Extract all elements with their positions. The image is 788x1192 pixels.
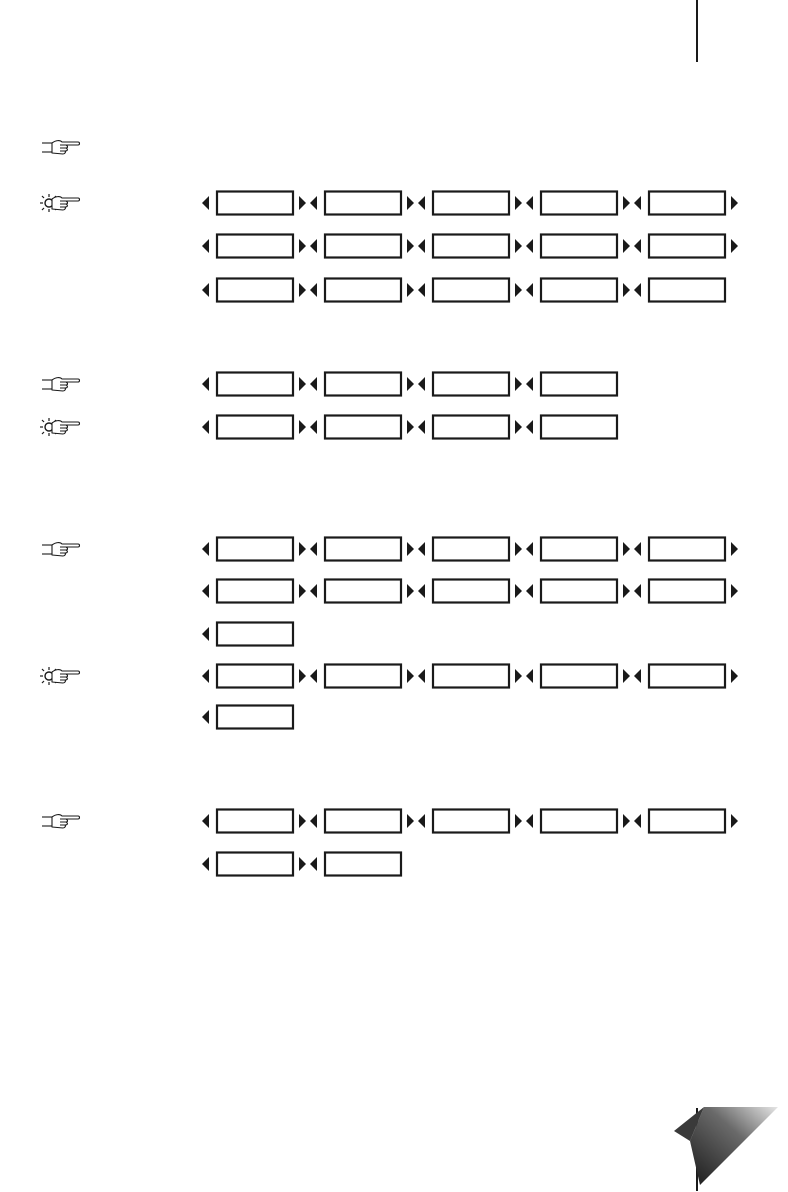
parameter-box[interactable] xyxy=(541,665,617,688)
parameter-row xyxy=(202,663,740,694)
arrow-right-icon[interactable] xyxy=(299,377,306,391)
parameter-row xyxy=(202,536,740,567)
parameter-box[interactable] xyxy=(433,580,509,603)
parameter-box[interactable] xyxy=(541,192,617,215)
arrow-left-icon[interactable] xyxy=(310,420,317,434)
arrow-right-icon[interactable] xyxy=(299,239,306,253)
arrow-left-icon[interactable] xyxy=(310,542,317,556)
arrow-left-icon[interactable] xyxy=(634,814,641,828)
arrow-left-icon[interactable] xyxy=(418,584,425,598)
arrow-right-icon[interactable] xyxy=(731,814,738,828)
parameter-box[interactable] xyxy=(217,373,293,396)
parameter-box[interactable] xyxy=(217,706,293,729)
arrow-left-icon[interactable] xyxy=(634,283,641,297)
arrow-right-icon[interactable] xyxy=(623,669,630,683)
pointing-hand-icon xyxy=(38,811,82,836)
arrow-right-icon[interactable] xyxy=(407,196,414,210)
parameter-box[interactable] xyxy=(217,853,293,876)
arrow-right-icon[interactable] xyxy=(407,239,414,253)
parameter-box[interactable] xyxy=(541,810,617,833)
parameter-box[interactable] xyxy=(217,665,293,688)
arrow-left-icon[interactable] xyxy=(202,377,209,391)
arrow-right-icon[interactable] xyxy=(299,196,306,210)
parameter-box[interactable] xyxy=(541,538,617,561)
arrow-left-icon[interactable] xyxy=(310,857,317,871)
pointing-hand-icon xyxy=(38,374,82,399)
arrow-left-icon[interactable] xyxy=(418,239,425,253)
arrow-left-icon[interactable] xyxy=(526,239,533,253)
arrow-left-icon[interactable] xyxy=(310,283,317,297)
parameter-box[interactable] xyxy=(217,623,293,646)
arrow-right-icon[interactable] xyxy=(731,196,738,210)
parameter-box[interactable] xyxy=(325,580,401,603)
arrow-left-icon[interactable] xyxy=(202,669,209,683)
arrow-left-icon[interactable] xyxy=(202,542,209,556)
arrow-left-icon[interactable] xyxy=(526,377,533,391)
arrow-left-icon[interactable] xyxy=(202,814,209,828)
arrow-right-icon[interactable] xyxy=(299,669,306,683)
arrow-right-icon[interactable] xyxy=(623,196,630,210)
arrow-right-icon[interactable] xyxy=(515,669,522,683)
arrow-left-icon[interactable] xyxy=(526,196,533,210)
parameter-box[interactable] xyxy=(325,538,401,561)
arrow-left-icon[interactable] xyxy=(418,377,425,391)
arrow-left-icon[interactable] xyxy=(310,377,317,391)
arrow-left-icon[interactable] xyxy=(634,669,641,683)
arrow-left-icon[interactable] xyxy=(202,710,209,724)
pointing-hand-icon xyxy=(38,137,82,162)
arrow-left-icon[interactable] xyxy=(634,239,641,253)
arrow-right-icon[interactable] xyxy=(407,420,414,434)
arrow-right-icon[interactable] xyxy=(623,584,630,598)
arrow-right-icon[interactable] xyxy=(623,542,630,556)
parameter-box[interactable] xyxy=(541,580,617,603)
arrow-right-icon[interactable] xyxy=(299,542,306,556)
parameter-box[interactable] xyxy=(541,373,617,396)
arrow-left-icon[interactable] xyxy=(202,627,209,641)
parameter-box[interactable] xyxy=(433,665,509,688)
parameter-box[interactable] xyxy=(649,810,725,833)
arrow-left-icon[interactable] xyxy=(634,196,641,210)
arrow-right-icon[interactable] xyxy=(407,814,414,828)
pointing-hand-icon xyxy=(38,539,82,564)
parameter-box[interactable] xyxy=(541,235,617,258)
parameter-box[interactable] xyxy=(433,235,509,258)
parameter-row xyxy=(202,621,296,652)
parameter-box[interactable] xyxy=(325,235,401,258)
parameter-row xyxy=(202,371,620,402)
parameter-box[interactable] xyxy=(649,192,725,215)
parameter-row xyxy=(202,190,740,221)
arrow-left-icon[interactable] xyxy=(202,283,209,297)
arrow-left-icon[interactable] xyxy=(310,239,317,253)
arrow-right-icon[interactable] xyxy=(515,283,522,297)
arrow-left-icon[interactable] xyxy=(202,239,209,253)
arrow-right-icon[interactable] xyxy=(299,857,306,871)
parameter-box[interactable] xyxy=(325,853,401,876)
arrow-left-icon[interactable] xyxy=(310,669,317,683)
parameter-row xyxy=(202,578,740,609)
arrow-left-icon[interactable] xyxy=(526,542,533,556)
arrow-left-icon[interactable] xyxy=(526,669,533,683)
parameter-box[interactable] xyxy=(433,373,509,396)
parameter-box[interactable] xyxy=(217,279,293,302)
arrow-right-icon[interactable] xyxy=(515,584,522,598)
arrow-right-icon[interactable] xyxy=(731,669,738,683)
lit-pointing-hand-icon xyxy=(38,417,82,442)
arrow-left-icon[interactable] xyxy=(202,584,209,598)
parameter-box[interactable] xyxy=(217,192,293,215)
arrow-right-icon[interactable] xyxy=(299,584,306,598)
page-edge-line-top xyxy=(696,0,698,62)
arrow-left-icon[interactable] xyxy=(418,542,425,556)
parameter-box[interactable] xyxy=(325,810,401,833)
parameter-box[interactable] xyxy=(217,416,293,439)
parameter-row xyxy=(202,851,404,882)
arrow-left-icon[interactable] xyxy=(526,420,533,434)
arrow-left-icon[interactable] xyxy=(202,857,209,871)
parameter-box[interactable] xyxy=(649,235,725,258)
arrow-right-icon[interactable] xyxy=(515,377,522,391)
arrow-right-icon[interactable] xyxy=(515,239,522,253)
page-curl-corner xyxy=(668,1105,780,1192)
parameter-box[interactable] xyxy=(433,810,509,833)
arrow-right-icon[interactable] xyxy=(299,283,306,297)
arrow-left-icon[interactable] xyxy=(310,814,317,828)
parameter-box[interactable] xyxy=(541,416,617,439)
parameter-box[interactable] xyxy=(649,279,725,302)
parameter-box[interactable] xyxy=(433,416,509,439)
parameter-box[interactable] xyxy=(649,538,725,561)
arrow-left-icon[interactable] xyxy=(418,420,425,434)
arrow-left-icon[interactable] xyxy=(202,420,209,434)
arrow-right-icon[interactable] xyxy=(407,283,414,297)
parameter-box[interactable] xyxy=(541,279,617,302)
arrow-right-icon[interactable] xyxy=(731,542,738,556)
arrow-right-icon[interactable] xyxy=(731,239,738,253)
parameter-box[interactable] xyxy=(325,192,401,215)
arrow-left-icon[interactable] xyxy=(634,542,641,556)
arrow-right-icon[interactable] xyxy=(623,814,630,828)
arrow-left-icon[interactable] xyxy=(526,584,533,598)
parameter-row xyxy=(202,704,296,735)
arrow-right-icon[interactable] xyxy=(299,814,306,828)
arrow-right-icon[interactable] xyxy=(407,669,414,683)
arrow-right-icon[interactable] xyxy=(515,196,522,210)
arrow-left-icon[interactable] xyxy=(526,283,533,297)
parameter-box[interactable] xyxy=(433,538,509,561)
parameter-box[interactable] xyxy=(325,373,401,396)
arrow-left-icon[interactable] xyxy=(418,196,425,210)
arrow-right-icon[interactable] xyxy=(731,584,738,598)
arrow-left-icon[interactable] xyxy=(418,283,425,297)
parameter-box[interactable] xyxy=(217,810,293,833)
arrow-right-icon[interactable] xyxy=(407,584,414,598)
arrow-left-icon[interactable] xyxy=(526,814,533,828)
parameter-row xyxy=(202,808,740,839)
parameter-box[interactable] xyxy=(433,279,509,302)
arrow-left-icon[interactable] xyxy=(310,196,317,210)
arrow-right-icon[interactable] xyxy=(407,542,414,556)
parameter-box[interactable] xyxy=(217,538,293,561)
parameter-box[interactable] xyxy=(649,665,725,688)
arrow-left-icon[interactable] xyxy=(202,196,209,210)
parameter-box[interactable] xyxy=(325,665,401,688)
parameter-box[interactable] xyxy=(217,235,293,258)
parameter-box[interactable] xyxy=(433,192,509,215)
arrow-left-icon[interactable] xyxy=(634,584,641,598)
parameter-box[interactable] xyxy=(325,279,401,302)
arrow-left-icon[interactable] xyxy=(310,584,317,598)
arrow-left-icon[interactable] xyxy=(418,669,425,683)
arrow-right-icon[interactable] xyxy=(515,814,522,828)
arrow-right-icon[interactable] xyxy=(299,420,306,434)
parameter-row xyxy=(202,277,728,308)
lit-pointing-hand-icon xyxy=(38,666,82,691)
lit-pointing-hand-icon xyxy=(38,193,82,218)
parameter-row xyxy=(202,233,740,264)
arrow-left-icon[interactable] xyxy=(418,814,425,828)
arrow-right-icon[interactable] xyxy=(515,542,522,556)
arrow-right-icon[interactable] xyxy=(407,377,414,391)
arrow-right-icon[interactable] xyxy=(623,239,630,253)
parameter-box[interactable] xyxy=(649,580,725,603)
parameter-box[interactable] xyxy=(217,580,293,603)
parameter-row xyxy=(202,414,620,445)
parameter-box[interactable] xyxy=(325,416,401,439)
arrow-right-icon[interactable] xyxy=(515,420,522,434)
arrow-right-icon[interactable] xyxy=(623,283,630,297)
